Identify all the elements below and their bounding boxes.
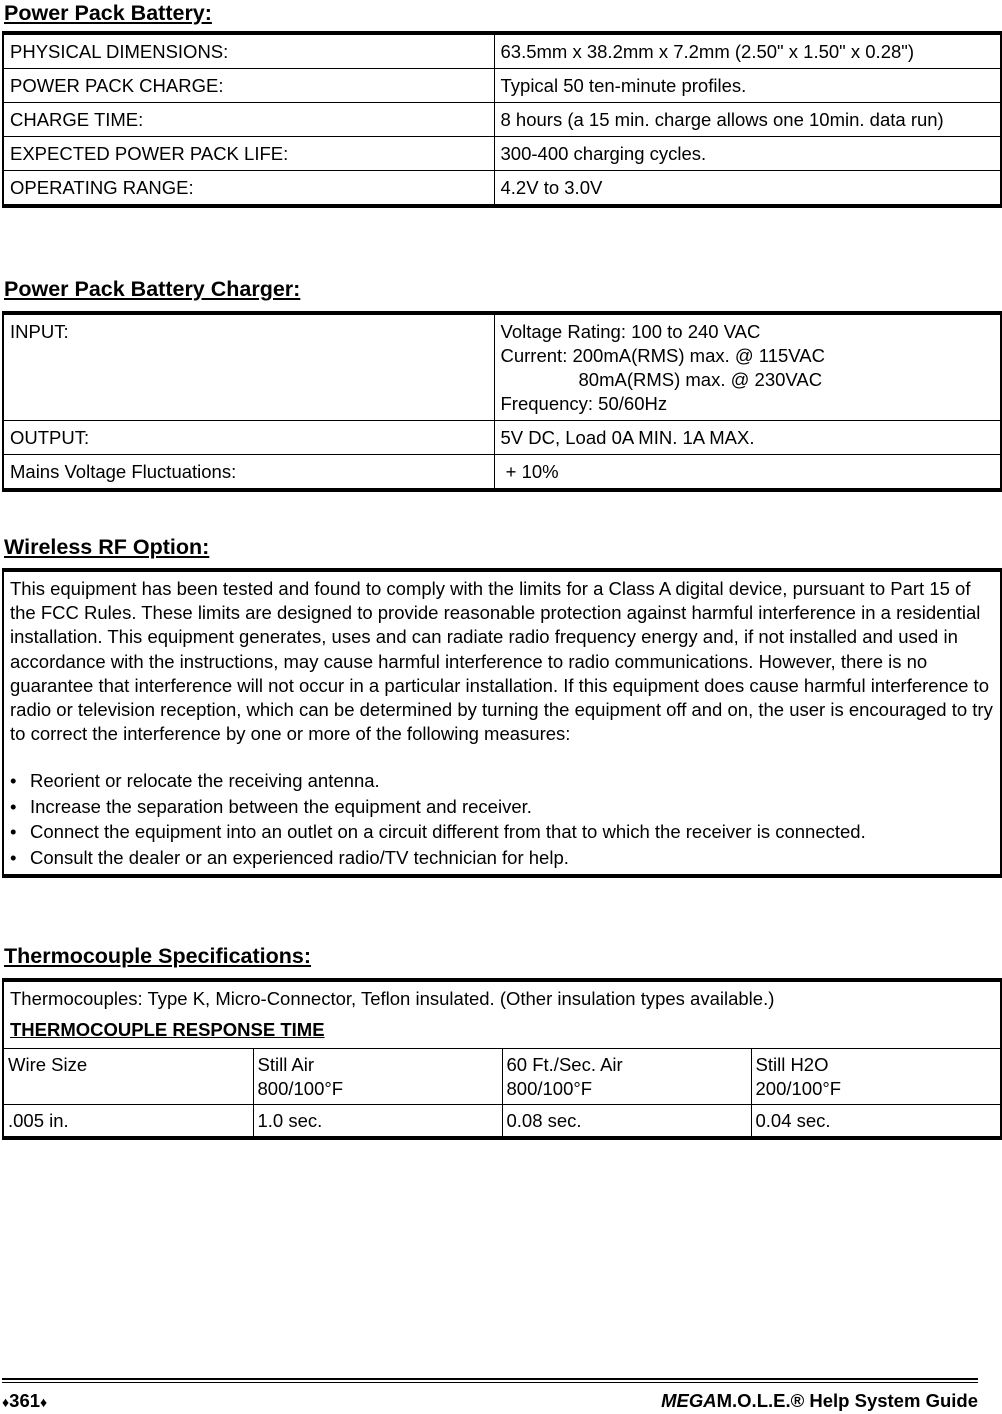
voltage-rating: Voltage Rating: 100 to 240 VAC [500,321,761,342]
diamond-icon: ♦ [2,1394,10,1410]
spec-value: + 10% [494,455,1001,491]
spec-label: INPUT: [3,313,494,421]
fcc-paragraph: This equipment has been tested and found to comply with the limits for a Class A digital device, pursuant to Part 15 of the FCC Rules. These limits are designed to provide reasonable protection against harmful interference in a residential installation. This equipment generates, uses and can radiate radio frequency energy and, if not installed and used in accordance with the instructions, may cause harmful interference to radio communications. However, there is no guarantee that interference will not occur in a particular installation. If this equipment does cause harmful interference to radio or television reception, which can be determined by turning the equipment off and on, the user is encouraged to try to correct the interference by one or more of the following measures: [10,578,993,745]
current-rating-230: 80mA(RMS) max. @ 230VAC [578,369,823,390]
table-row [4,1105,1000,1137]
spec-value: 8 hours (a 15 min. charge allows one 10min. data run) [494,103,1001,137]
table-row [3,69,1001,103]
spec-value: 4.2V to 3.0V [494,171,1001,207]
battery-spec-table [2,31,1002,208]
guide-title: MEGAM.O.L.E.® Help System Guide [661,1390,978,1411]
table-row [3,171,1001,207]
bullet-icon: • [10,770,17,792]
battery-heading: Power Pack Battery: [4,1,212,25]
spec-label: Mains Voltage Fluctuations: [3,455,494,491]
spec-label: OPERATING RANGE: [3,171,494,207]
list-item: • Consult the dealer or an experienced radio/TV technician for help. [10,845,995,871]
table-row [3,313,1001,421]
thermocouple-heading: Thermocouple Specifications: [4,944,312,968]
table-cell: .005 in. [4,1105,253,1137]
thermocouple-box [2,978,1002,1140]
bullet-icon: • [10,795,17,817]
table-row [3,137,1001,171]
current-rating: Current: 200mA(RMS) max. @ 115VAC [500,345,825,366]
list-item: • Increase the separation between the equipment and receiver. [10,794,995,820]
spec-label: CHARGE TIME: [3,103,494,137]
spec-label: OUTPUT: [3,421,494,455]
charger-spec-table [2,311,1002,492]
response-time-subheading: THERMOCOUPLE RESPONSE TIME [10,1019,325,1040]
list-item: • Reorient or relocate the receiving antenna. [10,768,995,794]
footer-rule [2,1378,978,1380]
list-item: • Connect the equipment into an outlet on a circuit different from that to which the receiver is connected. [10,819,995,845]
table-cell: 1.0 sec. [253,1105,502,1137]
table-row [3,455,1001,491]
footer-rule-thin [2,1382,978,1383]
spec-label: EXPECTED POWER PACK LIFE: [3,137,494,171]
spec-label: POWER PACK CHARGE: [3,69,494,103]
column-header: Still Air 800/100°F [253,1049,502,1105]
column-header: 60 Ft./Sec. Air 800/100°F [502,1049,751,1105]
charger-heading: Power Pack Battery Charger: [4,277,301,301]
column-header: Still H2O 200/100°F [755,1054,842,1099]
bullet-icon: • [10,846,17,868]
table-cell: 0.04 sec. [751,1105,1000,1137]
bullet-icon: • [10,821,17,843]
frequency: Frequency: 50/60Hz [500,393,668,414]
spec-value: 5V DC, Load 0A MIN. 1A MAX. [494,421,1001,455]
table-row [3,103,1001,137]
wireless-heading: Wireless RF Option: [4,535,210,559]
spec-value [494,313,1001,421]
spec-label: PHYSICAL DIMENSIONS: [3,33,494,69]
fcc-notice-box [2,568,1002,878]
measures-list [10,768,995,870]
table-cell: 0.08 sec. [502,1105,751,1137]
table-header-row [4,1049,1000,1105]
diamond-icon: ♦ [40,1394,48,1410]
column-header: Wire Size [4,1049,253,1105]
table-row [3,33,1001,69]
page-number: ♦361♦ [2,1390,48,1411]
spec-value: Typical 50 ten-minute profiles. [494,69,1001,103]
response-time-table [4,1049,1000,1136]
table-row [3,421,1001,455]
spec-value: 63.5mm x 38.2mm x 7.2mm (2.50" x 1.50" x 0.28") [494,33,1001,69]
thermocouple-description: Thermocouples: Type K, Micro-Connector, Teflon insulated. (Other insulation types available.) [10,988,775,1009]
spec-value: 300-400 charging cycles. [494,137,1001,171]
thermocouple-description-block [4,982,1000,1049]
